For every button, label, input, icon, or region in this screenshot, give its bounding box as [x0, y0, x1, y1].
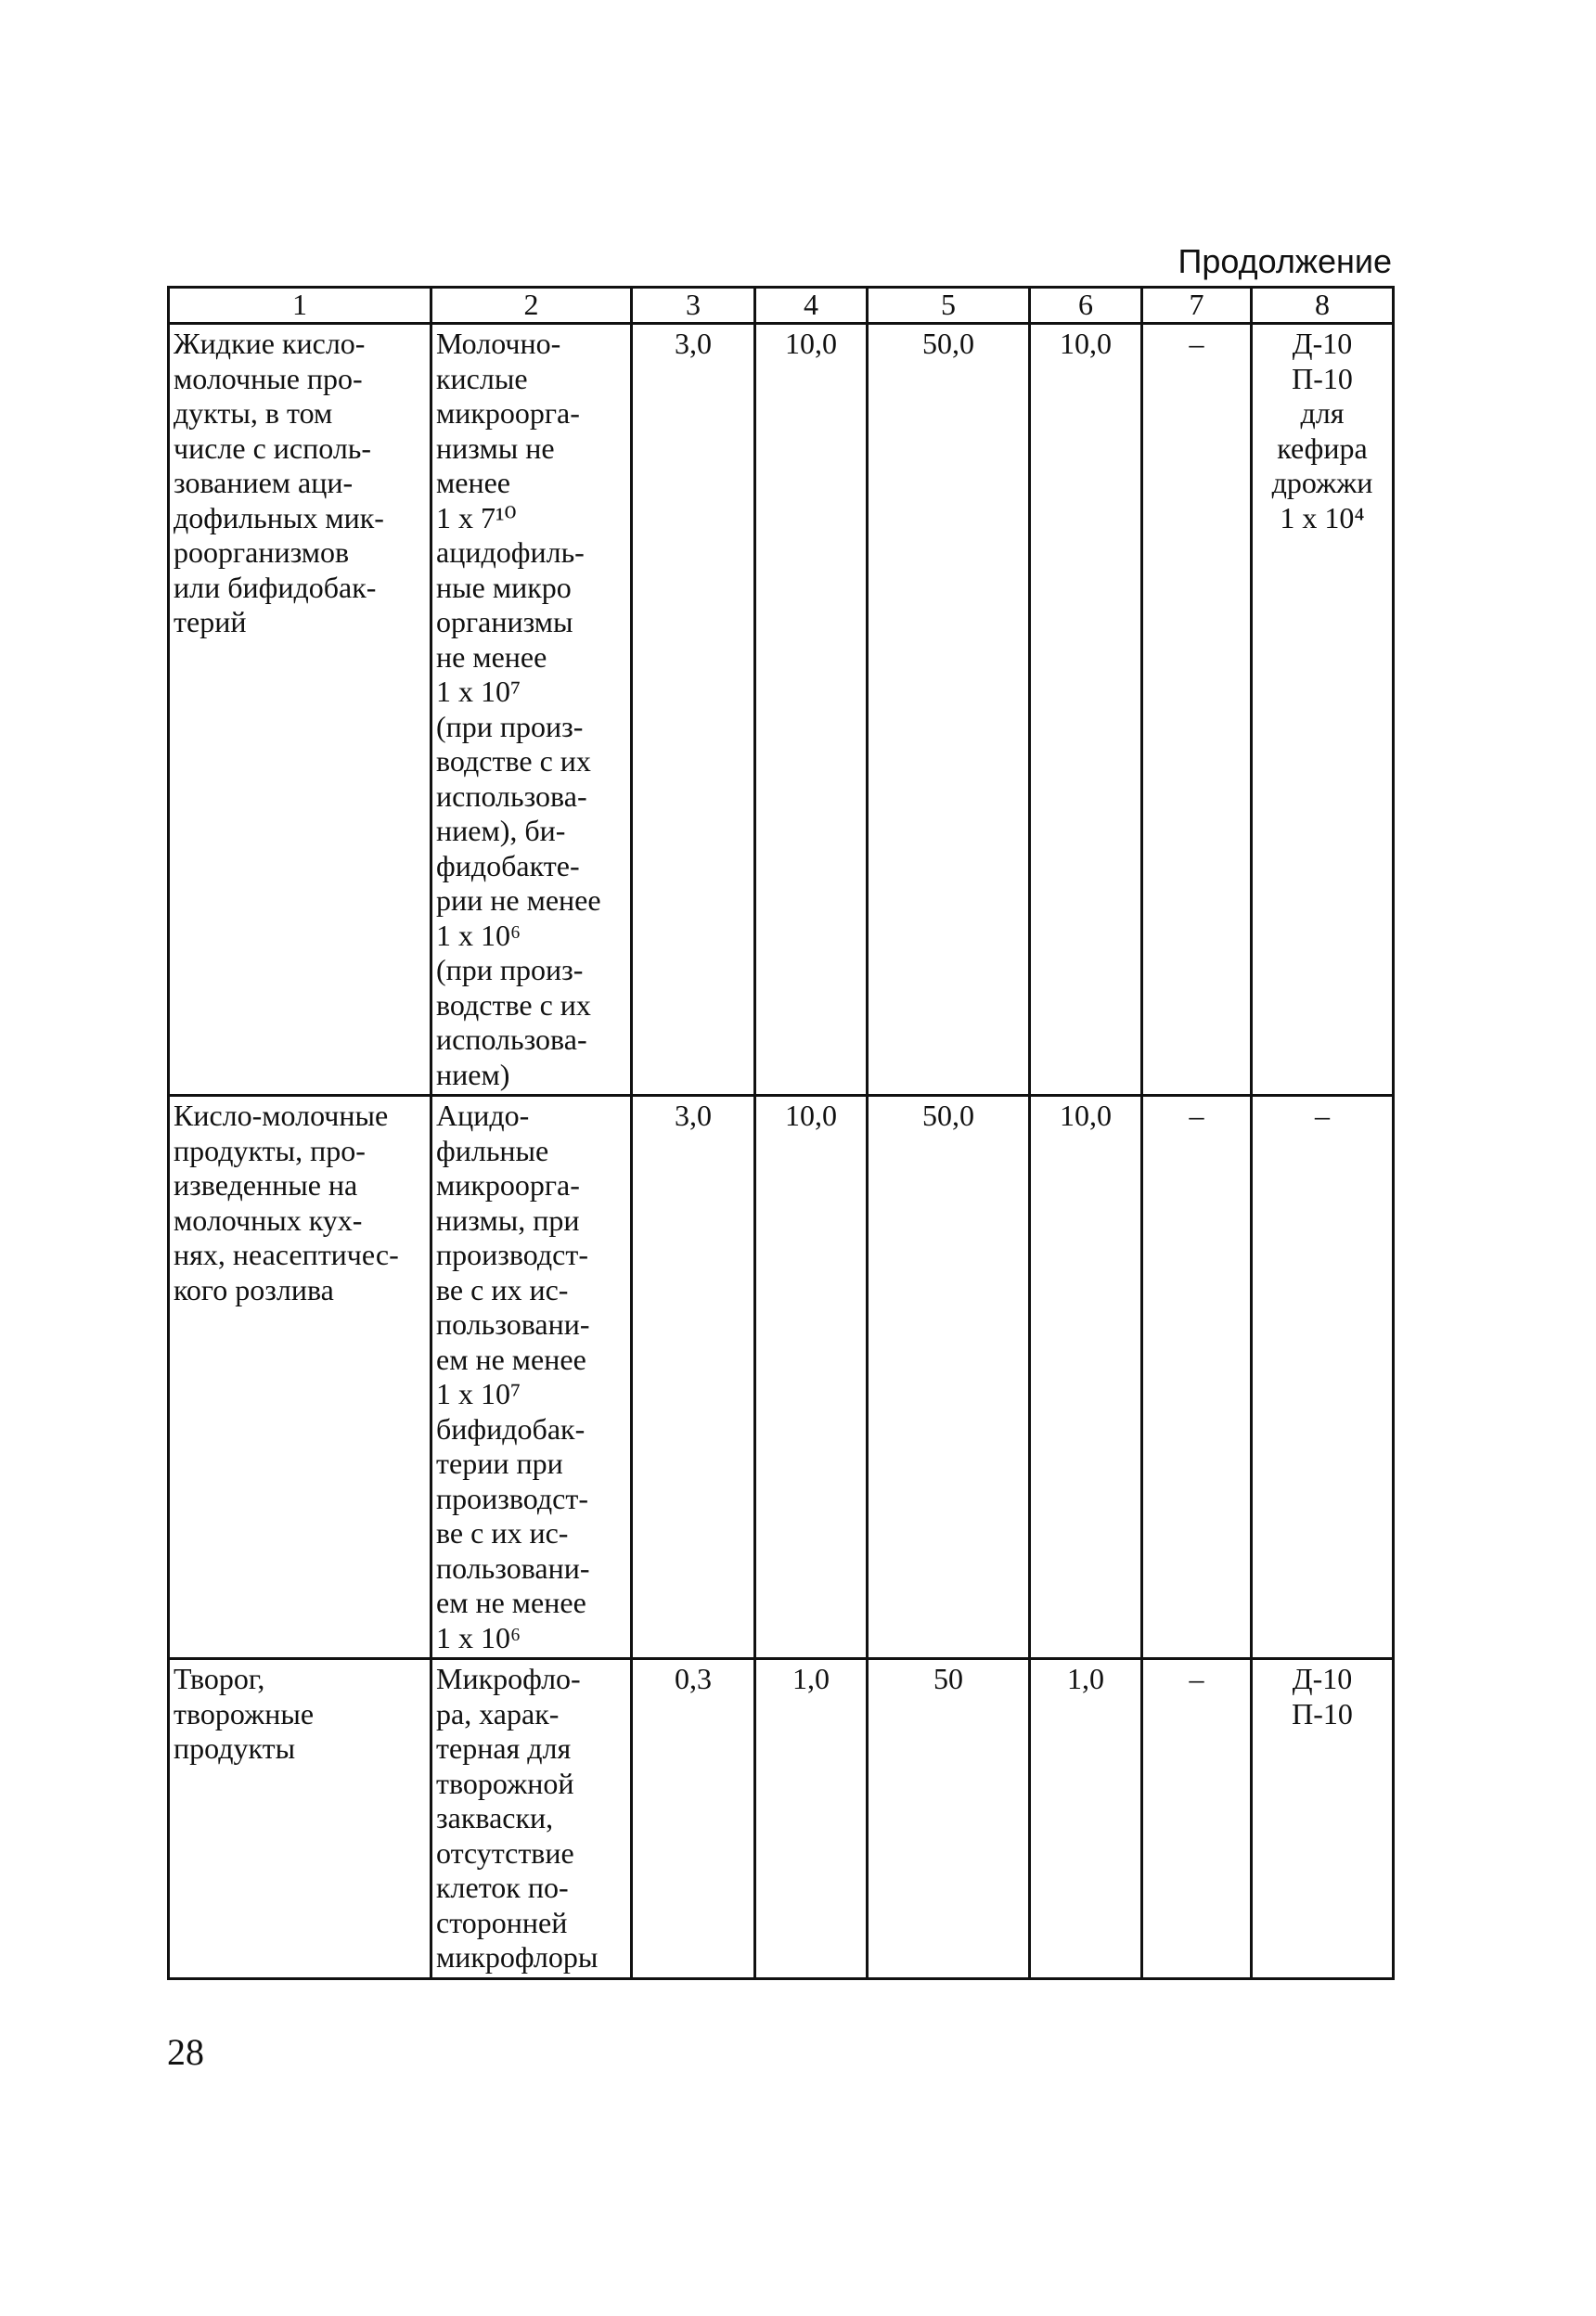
notes-cell-line: –	[1315, 1099, 1330, 1132]
microflora-cell	[431, 1096, 632, 1659]
microflora-cell-line: Молочно-	[436, 327, 561, 360]
microflora-cell-line: ве с их ис-	[436, 1272, 569, 1306]
table-row	[169, 1659, 1394, 1979]
notes-cell	[1252, 324, 1394, 1096]
microflora-cell-line: микроорга-	[436, 396, 580, 430]
microflora-cell-line: сторонней	[436, 1905, 568, 1939]
product-cell-line: продукты	[174, 1731, 296, 1765]
microflora-cell-line: водстве с их	[436, 744, 591, 778]
product-cell-line: творожные	[174, 1696, 315, 1731]
value-cell-6: 10,0	[1030, 1096, 1142, 1659]
product-cell-line: Творог,	[174, 1662, 265, 1695]
column-header: 6	[1030, 288, 1142, 324]
value-cell-3: 0,3	[632, 1659, 755, 1979]
product-cell	[169, 324, 431, 1096]
microflora-cell-line: ем не менее	[436, 1586, 586, 1619]
microflora-cell-line: пользовани-	[436, 1307, 590, 1341]
microflora-cell-line: фидобакте-	[436, 848, 580, 882]
microflora-cell-line: бифидобак-	[436, 1411, 586, 1446]
microbiology-table	[167, 286, 1395, 1980]
product-cell-line: продукты, про-	[174, 1133, 366, 1167]
product-cell	[169, 1096, 431, 1659]
notes-cell	[1252, 1659, 1394, 1979]
product-cell-line: терий	[174, 605, 247, 638]
notes-cell-line: П-10	[1292, 361, 1353, 395]
value-cell-7: –	[1142, 1096, 1252, 1659]
microflora-cell-line: ве с их ис-	[436, 1516, 569, 1550]
microflora-cell-line: 1 x 10⁷	[436, 675, 521, 708]
column-header: 5	[868, 288, 1030, 324]
microflora-cell-line: 1 x 10⁶	[436, 918, 521, 952]
microflora-cell-line: использова-	[436, 1023, 587, 1056]
column-header: 4	[755, 288, 868, 324]
microflora-cell-line: производст-	[436, 1481, 588, 1515]
column-header: 8	[1252, 288, 1394, 324]
table-row	[169, 324, 1394, 1096]
product-cell-line: кого розлива	[174, 1272, 334, 1306]
microflora-cell-line: организмы	[436, 605, 573, 638]
notes-cell-line: кефира	[1277, 431, 1368, 465]
product-cell-line: молочные про-	[174, 361, 363, 395]
table-row	[169, 1096, 1394, 1659]
microflora-cell-line: закваски,	[436, 1801, 554, 1834]
microflora-cell-line: низмы, при	[436, 1203, 580, 1237]
microflora-cell-line: ем не менее	[436, 1342, 586, 1376]
notes-cell-line: для	[1300, 396, 1345, 430]
notes-cell-line: Д-10	[1292, 327, 1353, 360]
microflora-cell-line: 1 x 7¹⁰	[436, 500, 517, 534]
notes-cell-line: 1 x 10⁴	[1280, 500, 1365, 534]
product-cell-line: дукты, в том	[174, 396, 333, 430]
microflora-cell-line: менее	[436, 466, 510, 499]
product-cell-line: изведенные на	[174, 1168, 358, 1202]
product-cell-line: молочных кух-	[174, 1203, 363, 1237]
value-cell-4: 10,0	[755, 324, 868, 1096]
value-cell-3: 3,0	[632, 324, 755, 1096]
microflora-cell-line: терная для	[436, 1731, 572, 1765]
microflora-cell-line: пользовани-	[436, 1550, 590, 1585]
microflora-cell-line: терии при	[436, 1447, 563, 1480]
value-cell-7: –	[1142, 324, 1252, 1096]
microflora-cell-line: 1 x 10⁶	[436, 1620, 521, 1654]
microflora-cell-line: ра, харак-	[436, 1696, 560, 1731]
product-cell-line: или бифидобак-	[174, 570, 377, 604]
value-cell-5: 50,0	[868, 1096, 1030, 1659]
value-cell-5: 50	[868, 1659, 1030, 1979]
column-header: 1	[169, 288, 431, 324]
microflora-cell-line: рии не менее	[436, 883, 601, 917]
microflora-cell-line: (при произ-	[436, 953, 584, 986]
microflora-cell-line: отсутствие	[436, 1835, 574, 1870]
product-cell-line: числе с исполь-	[174, 431, 372, 465]
microflora-cell-line: микроорга-	[436, 1168, 580, 1202]
notes-cell	[1252, 1096, 1394, 1659]
value-cell-7: –	[1142, 1659, 1252, 1979]
page-number: 28	[167, 2031, 204, 2073]
microflora-cell-line: Ацидо-	[436, 1099, 530, 1132]
microflora-cell-line: ацидофиль-	[436, 535, 585, 569]
value-cell-6: 1,0	[1030, 1659, 1142, 1979]
microflora-cell	[431, 1659, 632, 1979]
microflora-cell-line: не менее	[436, 639, 547, 674]
value-cell-3: 3,0	[632, 1096, 755, 1659]
product-cell-line: зованием аци-	[174, 466, 354, 499]
microflora-cell-line: нием)	[436, 1057, 510, 1091]
product-cell	[169, 1659, 431, 1979]
notes-cell-line: дрожжи	[1271, 466, 1373, 499]
notes-cell-line: П-10	[1292, 1696, 1353, 1731]
product-cell-line: Жидкие кисло-	[174, 327, 366, 360]
microflora-cell-line: производст-	[436, 1238, 588, 1271]
microflora-cell-line: кислые	[436, 361, 528, 395]
value-cell-4: 1,0	[755, 1659, 868, 1979]
microflora-cell-line: (при произ-	[436, 709, 584, 743]
product-cell-line: дофильных мик-	[174, 500, 384, 534]
microflora-cell	[431, 324, 632, 1096]
notes-cell-line: Д-10	[1292, 1662, 1353, 1695]
column-header: 7	[1142, 288, 1252, 324]
microflora-cell-line: водстве с их	[436, 987, 591, 1022]
microflora-cell-line: низмы не	[436, 431, 555, 465]
microflora-cell-line: клеток по-	[436, 1871, 569, 1904]
product-cell-line: Кисло-молочные	[174, 1099, 389, 1132]
header-row	[169, 288, 1394, 324]
microflora-cell-line: микрофлоры	[436, 1940, 598, 1974]
column-header: 2	[431, 288, 632, 324]
value-cell-4: 10,0	[755, 1096, 868, 1659]
microflora-cell-line: фильные	[436, 1133, 549, 1167]
column-header: 3	[632, 288, 755, 324]
microflora-cell-line: творожной	[436, 1766, 574, 1800]
microflora-cell-line: нием), би-	[436, 814, 566, 847]
product-cell-line: нях, неасептичес-	[174, 1238, 399, 1271]
microflora-cell-line: Микрофло-	[436, 1662, 581, 1695]
value-cell-6: 10,0	[1030, 324, 1142, 1096]
value-cell-5: 50,0	[868, 324, 1030, 1096]
microflora-cell-line: использова-	[436, 778, 587, 813]
microflora-cell-line: ные микро	[436, 570, 572, 604]
continuation-label: Продолжение	[1178, 242, 1392, 280]
product-cell-line: роорганизмов	[174, 535, 350, 569]
microflora-cell-line: 1 x 10⁷	[436, 1377, 521, 1410]
